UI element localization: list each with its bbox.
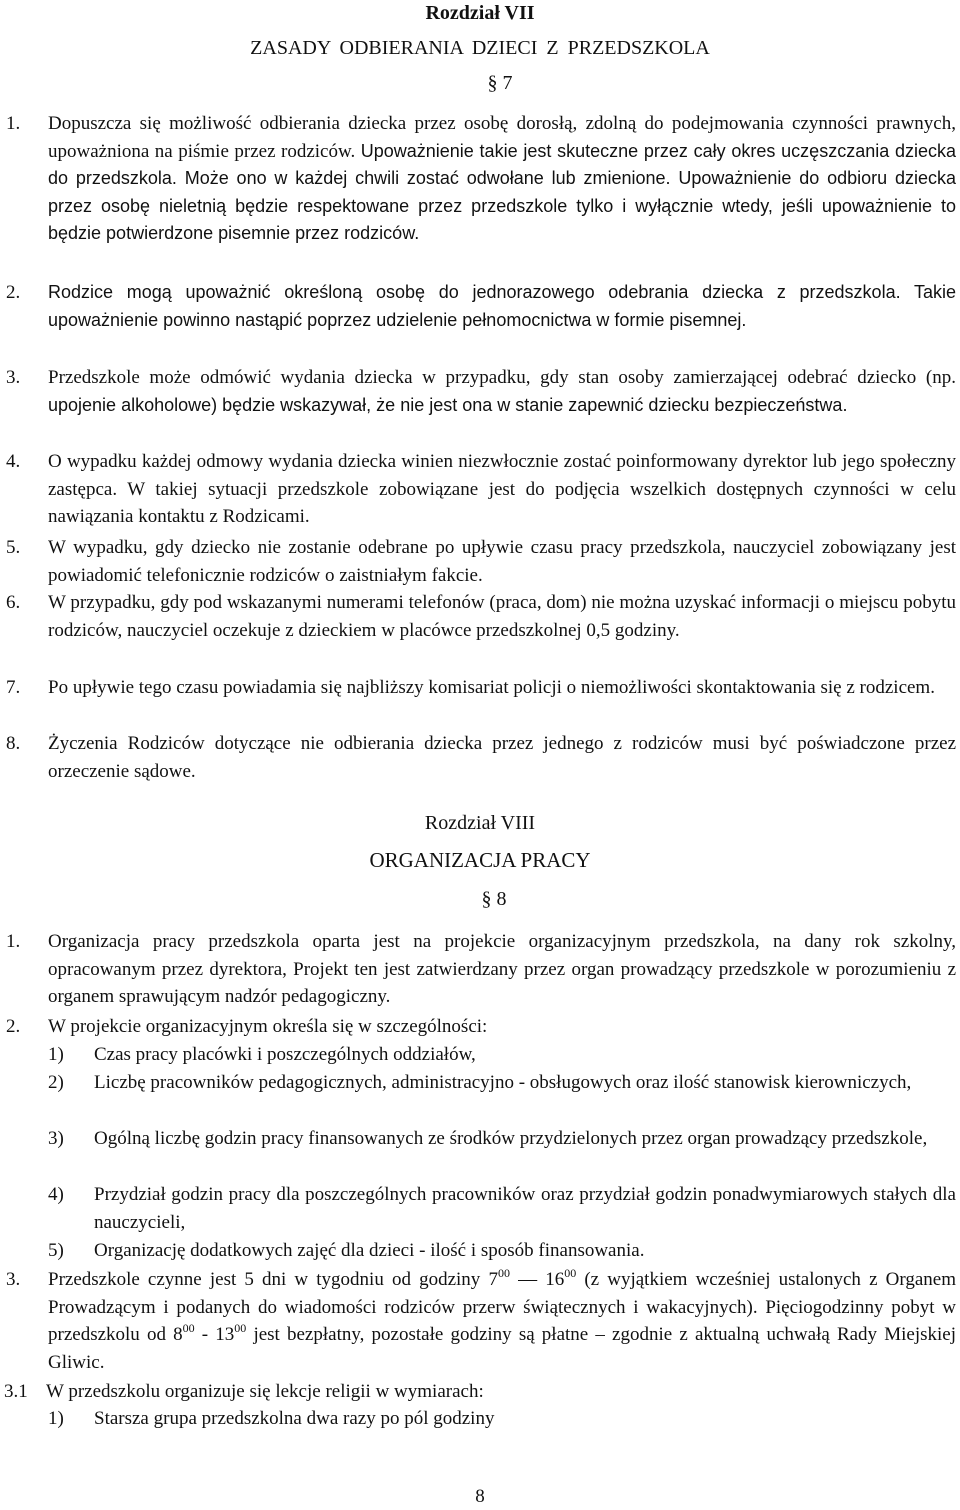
list-item [6,448,956,531]
item-text: Życzenia Rodziców dotyczące nie odbierania dziecka przez jednego z rodziców musi być poświadczone przez orzeczenie sądowe. [48,733,956,782]
sub-list-item [48,1041,956,1069]
superscript: 00 [182,1321,195,1336]
sub-item-number: 2) [48,1072,64,1093]
item-text: jest bezpłatny, pozostałe godziny są płatne – zgodnie z aktualną uchwałą Rady Miejskiej Gliwic. [48,1324,956,1373]
item-text-sans: Upoważnienie takie jest skuteczne przez cały okres uczęszczania dziecka do przedszkola. Może ono w każdej chwili zostać odwołane lub zmienione. Upoważnienie do odbioru dziecka przez osobę nieletnią będzie respektowane przez przedszkole tylko i wyłącznie wtedy, jeśli upoważnienie to będzie potwierdzone pisemnie przez rodziców. [48,140,957,244]
item-number: 2. [6,1016,21,1037]
list-item [6,1266,956,1376]
sub-item-text: Liczbę pracowników pedagogicznych, administracyjno - obsługowych oraz ilość stanowisk kierowniczych, [94,1072,912,1093]
sub-item-number: 4) [48,1184,64,1205]
chapter-7-subtitle: ZASADY ODBIERANIA DZIECI Z PRZEDSZKOLA [250,37,710,59]
sub-list-item [48,1405,956,1433]
sub-list-item [48,1069,956,1097]
sub-list-item [48,1181,956,1236]
item-number: 1. [6,113,21,134]
chapter-8-subtitle: ORGANIZACJA PRACY [369,848,591,872]
paragraph-8-mark: § 8 [481,888,507,910]
item-number: 6. [6,592,21,613]
list-item [6,279,956,334]
sub-item-number: 1) [48,1044,64,1065]
chapter-7-title: Rozdział VII [425,2,535,24]
sub-item-text: Ogólną liczbę godzin pracy finansowanych ze środków przydzielonych przez organ prowadzący przedszkole, [94,1128,928,1149]
item-text: W wypadku, gdy dziecko nie zostanie odebrane po upływie czasu pracy przedszkola, nauczyciel zobowiązany jest powiadomić telefonicznie rodziców o zaistniałym fakcie. [48,537,956,586]
item-number: 3. [6,367,21,388]
sub-item-text: Starsza grupa przedszkolna dwa razy po pól godziny [94,1408,495,1429]
sub-item-number: 3) [48,1128,64,1149]
item-number: 2. [6,282,21,303]
item-text-sans: upojenie alkoholowe) będzie wskazywał, że nie jest ona w stanie zapewnić dziecku bezpieczeństwa. [48,394,848,415]
item-text: O wypadku każdej odmowy wydania dziecka winien niezwłocznie zostać poinformowany dyrektor lub jego społeczny zastępca. W takiej sytuacji przedszkole zobowiązane jest do podjęcia wszelkich dostępnych czynności w celu nawiązania kontaktu z Rodzicami. [48,451,956,528]
item-text: - 13 [194,1324,235,1346]
sub-list-item [48,1237,956,1265]
item-text: W projekcie organizacyjnym określa się w szczególności: [48,1016,488,1037]
list-item [6,110,956,248]
item-text: W przedszkolu organizuje się lekcje religii w wymiarach: [46,1381,484,1402]
sub-list-item [48,1125,956,1153]
item-text: Dopuszcza się możliwość odbierania dziecka przez osobę dorosłą, zdolną do podejmowania czynności prawnych, upoważniona na piśmie przez rodziców. [48,113,956,162]
item-number: 7. [6,677,21,698]
list-item [6,534,956,589]
superscript: 00 [497,1266,510,1280]
list-item [6,1013,956,1041]
sub-item-text: Czas pracy placówki i poszczególnych oddziałów, [94,1044,476,1065]
chapter-8-title: Rozdział VIII [424,812,536,834]
list-item [6,928,956,1011]
item-text: Przedszkole czynne jest 5 dni w tygodniu od godziny 7 [48,1269,498,1290]
item-text: Przedszkole może odmówić wydania dziecka w przypadku, gdy stan osoby zamierzającej odebrać dziecko (np. [48,367,956,388]
sub-item-number: 1) [48,1408,64,1429]
sub-item-text: Organizację dodatkowych zajęć dla dzieci - ilość i sposób finansowania. [94,1240,645,1261]
item-text-sans: Rodzice mogą upoważnić określoną osobę do jednorazowego odebrania dziecka z przedszkola. Takie upoważnienie powinno nastąpić poprzez udzielenie pełnomocnictwa w formie pisemnej. [48,282,956,330]
item-text: W przypadku, gdy pod wskazanymi numerami telefonów (praca, dom) nie można uzyskać informacji o miejscu pobytu rodziców, nauczyciel oczekuje z dzieckiem w placówce przedszkolnej 0,5 godziny. [48,592,956,641]
sub-item-text: Przydział godzin pracy dla poszczególnych pracowników oraz przydział godzin ponadwymiarowych stałych dla nauczycieli, [94,1184,956,1233]
paragraph-7-mark: § 7 [487,72,513,94]
list-item [6,674,956,702]
item-number: 1. [6,931,21,952]
list-item [6,364,956,419]
item-number: 3. [6,1269,21,1290]
list-item [6,730,956,785]
item-number: 8. [6,733,21,754]
item-number: 5. [6,537,21,558]
list-item [4,1378,954,1406]
item-text: Po upływie tego czasu powiadamia się najbliższy komisariat policji o niemożliwości skontaktowania się z rodzicem. [48,677,935,698]
page-number: 8 [475,1486,485,1507]
item-number: 3.1 [4,1381,28,1402]
item-text: (z wyjątkiem wcześniej ustalonych z Organem Prowadzącym i podanych do wiadomości rodziców przerw świątecznych i wakacyjnych). Pięciogodzinny pobyt w przedszkolu od 8 [48,1269,956,1346]
item-number: 4. [6,451,21,472]
superscript: 00 [564,1266,577,1280]
item-text: — 16 [509,1269,565,1290]
superscript: 00 [234,1321,247,1336]
sub-item-number: 5) [48,1240,64,1261]
list-item [6,589,956,644]
item-text: Organizacja pracy przedszkola oparta jest na projekcie organizacyjnym przedszkola, na dany rok szkolny, opracowanym przez dyrektora, Projekt ten jest zatwierdzany przez organ prowadzący przedszkole w porozumieniu z organem sprawującym nadzór pedagogiczny. [48,931,956,1008]
